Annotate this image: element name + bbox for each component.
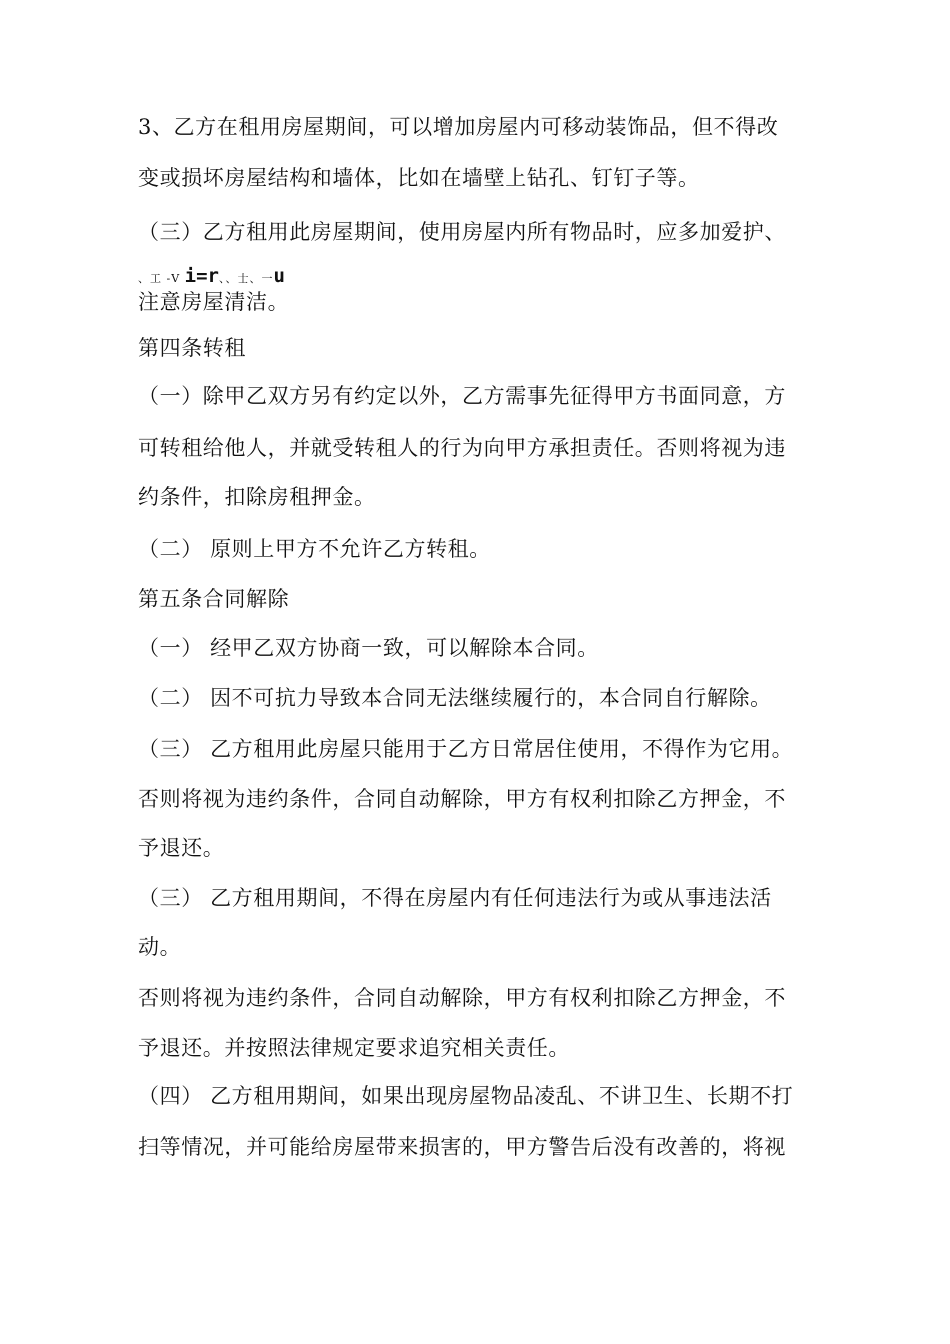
paragraph-line: （一）除甲乙双方另有约定以外，乙方需事先征得甲方书面同意，方 bbox=[138, 384, 786, 408]
paragraph-line: 变或损坏房屋结构和墙体，比如在墙壁上钻孔、钉钉子等。 bbox=[138, 166, 700, 190]
paragraph-line: 可转租给他人，并就受转租人的行为向甲方承担责任。否则将视为违 bbox=[138, 436, 786, 460]
garbled-fragment: i=r bbox=[184, 265, 219, 287]
garbled-fragment: 、工 -Ⅴ bbox=[138, 272, 185, 285]
paragraph-line: （三）乙方租用此房屋期间，使用房屋内所有物品时，应多加爱护、 bbox=[138, 220, 786, 244]
paragraph-line: 否则将视为违约条件，合同自动解除，甲方有权利扣除乙方押金，不 bbox=[138, 787, 786, 811]
paragraph-line: 注意房屋清洁。 bbox=[138, 290, 290, 314]
paragraph-line: 约条件，扣除房租押金。 bbox=[138, 485, 376, 509]
paragraph-line: 予退还。并按照法律规定要求追究相关责任。 bbox=[138, 1036, 570, 1060]
paragraph-line: 3、乙方在租用房屋期间，可以增加房屋内可移动装饰品，但不得改 bbox=[138, 115, 779, 139]
paragraph-line: （二） 原则上甲方不允许乙方转租。 bbox=[138, 537, 491, 561]
paragraph-line: （一） 经甲乙双方协商一致，可以解除本合同。 bbox=[138, 636, 599, 660]
garbled-fragment: 、、士、一 bbox=[218, 272, 274, 285]
paragraph-line: 扫等情况，并可能给房屋带来损害的，甲方警告后没有改善的，将视 bbox=[138, 1135, 786, 1159]
paragraph-line: （四） 乙方租用期间，如果出现房屋物品凌乱、不讲卫生、长期不打 bbox=[138, 1084, 794, 1108]
garbled-fragment: u bbox=[273, 265, 285, 287]
paragraph-line: （三） 乙方租用此房屋只能用于乙方日常居住使用，不得作为它用。 bbox=[138, 737, 794, 761]
section-heading: 第四条转租 bbox=[138, 336, 246, 360]
garbled-text-line bbox=[138, 264, 285, 291]
paragraph-line: 动。 bbox=[138, 935, 182, 959]
section-heading: 第五条合同解除 bbox=[138, 587, 290, 611]
paragraph-line: （二） 因不可抗力导致本合同无法继续履行的，本合同自行解除。 bbox=[138, 686, 772, 710]
paragraph-line: （三） 乙方租用期间，不得在房屋内有任何违法行为或从事违法活 bbox=[138, 886, 772, 910]
paragraph-line: 予退还。 bbox=[138, 836, 225, 860]
paragraph-line: 否则将视为违约条件，合同自动解除，甲方有权利扣除乙方押金，不 bbox=[138, 986, 786, 1010]
